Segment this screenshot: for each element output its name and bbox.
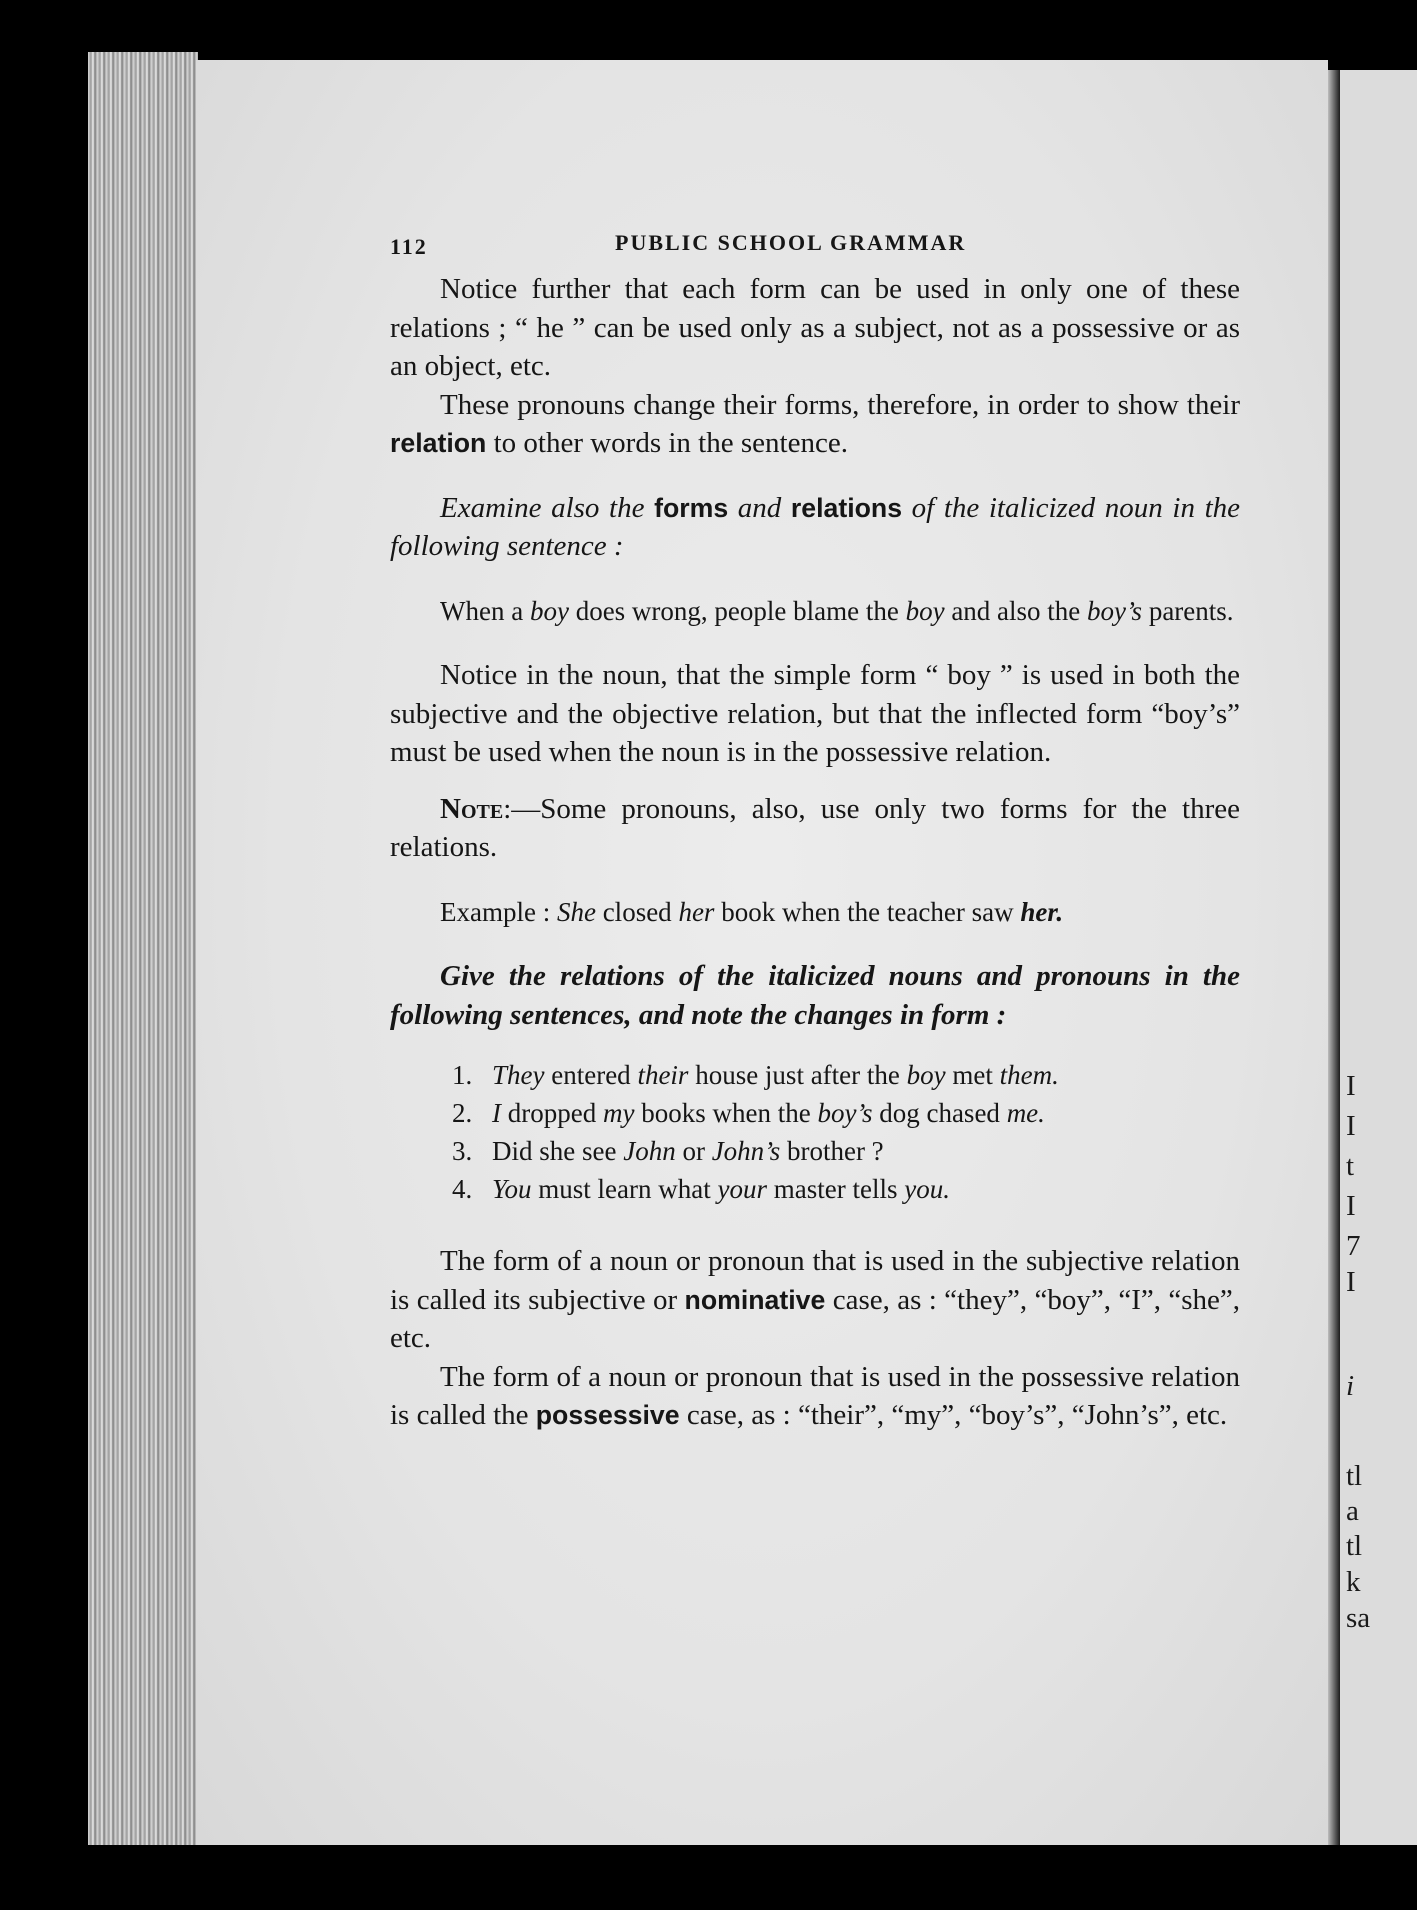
page-header — [390, 220, 1240, 270]
italic-word: John’s — [711, 1136, 781, 1166]
list-item — [452, 1094, 1240, 1132]
page-content — [390, 220, 1240, 1435]
facing-page-fragment: i — [1346, 1370, 1355, 1402]
item-text: books when the — [634, 1098, 818, 1128]
note-paragraph — [390, 790, 1240, 867]
list-item — [452, 1170, 1240, 1208]
item-text: dog chased — [872, 1098, 1007, 1128]
item-text: brother ? — [780, 1136, 884, 1166]
item-text: master tells — [767, 1174, 905, 1204]
paragraph-text: These pronouns change their forms, therefore, in order to show their — [440, 388, 1240, 421]
italic-word: your — [717, 1174, 768, 1204]
page-edges — [88, 52, 198, 1850]
paragraph — [390, 656, 1240, 772]
item-text: house just after the — [688, 1060, 907, 1090]
bold-term: forms — [654, 492, 729, 523]
bold-term: relation — [390, 428, 487, 458]
facing-page-fragment: I — [1346, 1110, 1356, 1142]
facing-page-fragment: 7 — [1346, 1230, 1361, 1262]
italic-word: John — [623, 1136, 676, 1166]
facing-page-fragment: I — [1346, 1266, 1356, 1298]
italic-word: I — [492, 1098, 501, 1128]
facing-page-fragment: t — [1346, 1150, 1355, 1182]
paragraph-text: :—Some pronouns, also, use only two forms for the three relations. — [390, 792, 1240, 863]
exercise-list — [390, 1056, 1240, 1208]
list-item — [452, 1056, 1240, 1094]
italic-text: Examine also the — [440, 491, 655, 524]
item-text: met — [945, 1060, 1000, 1090]
paragraph-text: does wrong, people blame the — [568, 595, 906, 626]
bold-term: possessive — [535, 1400, 680, 1430]
item-number: 2. — [452, 1098, 473, 1128]
italic-word: boy’s — [817, 1098, 873, 1128]
facing-page-fragment: k — [1346, 1566, 1361, 1598]
facing-page-fragment: a — [1346, 1495, 1359, 1527]
paragraph-text: The form of a noun or pronoun that is used in the possessive relation is called the — [390, 1360, 1240, 1431]
paragraph-text: The form of a noun or pronoun that is used in the subjective relation is called its subjective or — [390, 1245, 1240, 1316]
italic-word: them. — [999, 1060, 1059, 1090]
item-number: 4. — [452, 1174, 473, 1204]
page-number: 112 — [390, 234, 428, 259]
facing-page-fragment: tl — [1346, 1460, 1363, 1492]
example-sentence — [390, 592, 1240, 631]
facing-page-edge — [1340, 70, 1417, 1850]
paragraph — [390, 270, 1240, 386]
italic-word: She — [556, 896, 596, 927]
scan-bottom-shadow — [88, 1845, 1417, 1910]
paragraph-text: closed — [595, 896, 679, 927]
paragraph-text: case, as : “their”, “my”, “boy’s”, “John’s”, etc. — [679, 1399, 1228, 1431]
italic-word: her. — [1020, 896, 1064, 927]
italic-word: You — [492, 1174, 532, 1204]
paragraph-text: Notice in the noun, that the simple form “ boy ” is used in both the subjective and the objective relation, but that the inflected form “boy’s” must be used when the noun is in the possessive relation. — [390, 659, 1240, 768]
italic-word: you. — [904, 1174, 950, 1204]
bold-term: relations — [790, 492, 903, 523]
book-gutter — [1328, 70, 1340, 1850]
italic-word: boy — [529, 595, 569, 626]
running-head: PUBLIC SCHOOL GRAMMAR — [615, 230, 967, 255]
paragraph-text: When a — [440, 595, 530, 626]
paragraph-text: to other words in the sentence. — [486, 427, 848, 459]
paragraph-text: case, as : “they”, “boy”, “I”, “she”, etc. — [390, 1283, 1240, 1354]
facing-page-fragment: sa — [1346, 1602, 1371, 1634]
facing-page-fragment: I — [1346, 1070, 1356, 1102]
italic-word: her — [678, 896, 715, 927]
italic-word: their — [637, 1060, 689, 1090]
paragraph — [390, 1358, 1240, 1435]
paragraph-text: Notice further that each form can be used in only one of these relations ; “ he ” can be used only as a subject, not as a possessive or as an object, etc. — [390, 273, 1240, 382]
instruction-paragraph — [390, 957, 1240, 1034]
item-number: 3. — [452, 1136, 473, 1166]
paragraph — [390, 386, 1240, 463]
italic-word: boy — [905, 595, 945, 626]
item-text: must learn what — [531, 1174, 718, 1204]
note-label: Note — [440, 792, 504, 825]
paragraph-text: and also the — [944, 595, 1088, 626]
italic-word: boy — [906, 1060, 946, 1090]
facing-page-fragment: tl — [1346, 1530, 1363, 1562]
italic-word: They — [492, 1060, 545, 1090]
italic-text: of the italicized noun in the following sentence : — [390, 491, 1240, 562]
italic-word: my — [602, 1098, 635, 1128]
italic-word: boy’s — [1087, 595, 1143, 626]
list-item — [452, 1132, 1240, 1170]
item-number: 1. — [452, 1060, 473, 1090]
paragraph — [390, 1242, 1240, 1358]
example-sentence — [390, 893, 1240, 932]
instruction-paragraph — [390, 489, 1240, 566]
italic-text: and — [728, 491, 791, 524]
item-text: entered — [544, 1060, 638, 1090]
item-text: Did she see — [492, 1136, 624, 1166]
example-label: Example : — [440, 896, 557, 927]
paragraph-text: book when the teacher saw — [714, 896, 1021, 927]
italic-word: me. — [1006, 1098, 1045, 1128]
bold-term: nominative — [684, 1284, 826, 1315]
item-text: dropped — [501, 1098, 603, 1128]
paragraph-text: parents. — [1142, 595, 1234, 626]
item-text: or — [675, 1136, 712, 1166]
facing-page-fragment: I — [1346, 1190, 1356, 1222]
instruction-text: Give the relations of the italicized nouns and pronouns in the following sentences, and note the changes in form : — [390, 960, 1240, 1031]
